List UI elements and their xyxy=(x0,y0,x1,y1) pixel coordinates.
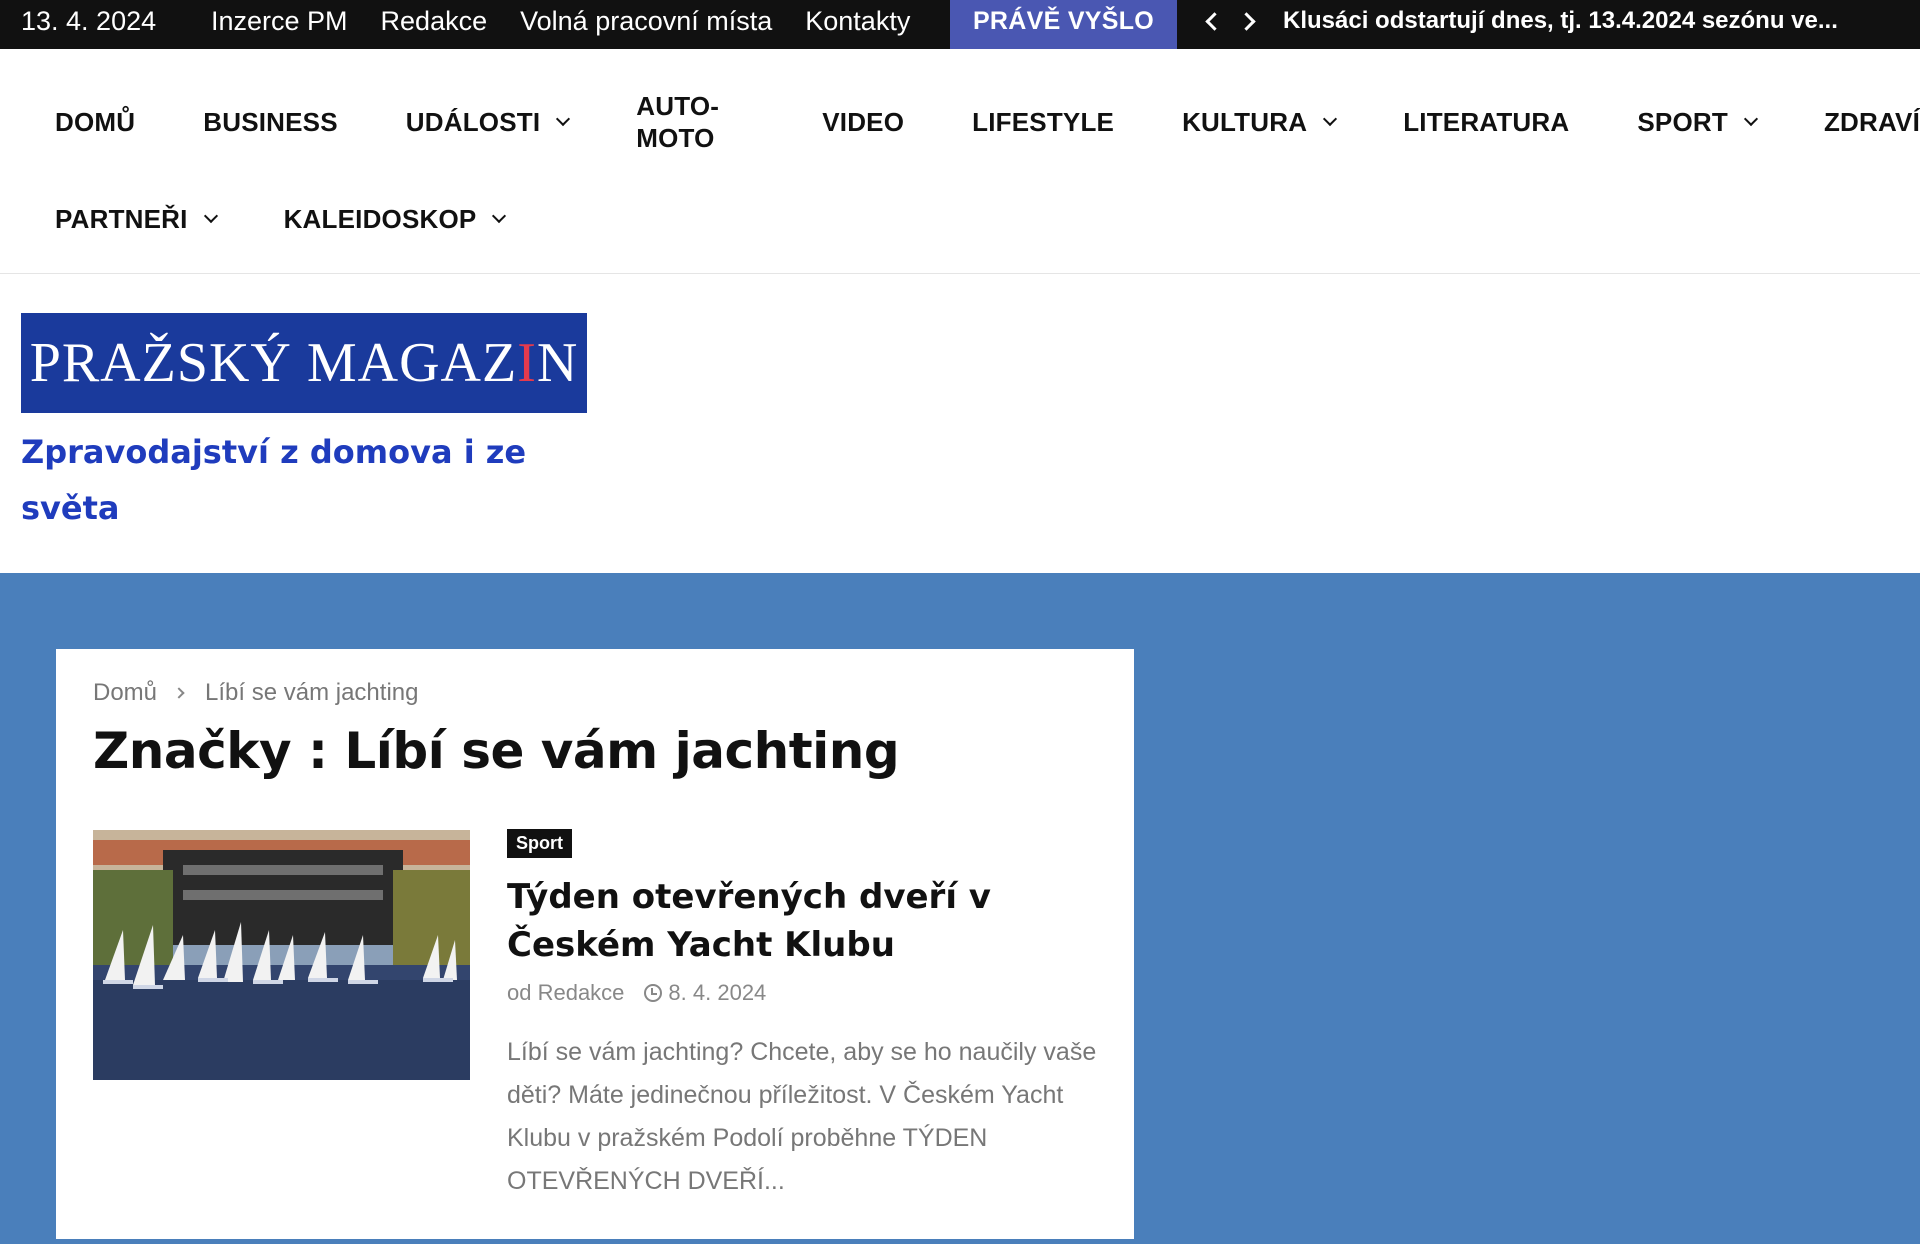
top-link-kontakty[interactable]: Kontakty xyxy=(805,6,911,36)
just-out-label: PRÁVĚ VYŠLO xyxy=(950,0,1177,49)
nav-item-kultura[interactable]: KULTURA xyxy=(1182,90,1335,154)
article-thumbnail[interactable] xyxy=(93,830,470,1080)
site-header xyxy=(0,274,1920,573)
article-excerpt: Líbí se vám jachting? Chcete, aby se ho naučily vaše děti? Máte jedinečnou příležitost. V Českém Yacht Klubu v pražském Podolí proběhne TÝDEN OTEVŘENÝCH DVEŘÍ... xyxy=(507,1038,1097,1195)
top-bar xyxy=(0,0,1920,49)
nav-item-literatura[interactable]: LITERATURA xyxy=(1403,107,1570,137)
article-date: 8. 4. 2024 xyxy=(668,980,767,1005)
nav-item-business[interactable]: BUSINESS xyxy=(203,107,338,137)
nav-item-lifestyle[interactable]: LIFESTYLE xyxy=(972,107,1115,137)
nav-item-udalosti[interactable]: UDÁLOSTI xyxy=(406,90,568,154)
article-title[interactable]: Týden otevřených dveří v Českém Yacht Klubu xyxy=(507,877,991,965)
chevron-down-icon xyxy=(1323,112,1337,126)
nav-item-kaleidoskop[interactable]: KALEIDOSKOP xyxy=(284,203,505,235)
chevron-down-icon xyxy=(1744,112,1758,126)
top-link-redakce[interactable]: Redakce xyxy=(380,6,488,36)
ticker-headline[interactable]: Klusáci odstartují dnes, tj. 13.4.2024 sezónu ve... xyxy=(1283,7,1838,34)
category-badge[interactable]: Sport xyxy=(507,829,572,858)
chevron-down-icon xyxy=(204,209,218,223)
nav-item-auto-moto[interactable]: AUTO-MOTO xyxy=(636,91,720,153)
nav-item-video[interactable]: VIDEO xyxy=(822,107,905,137)
site-tagline: Zpravodajství z domova i ze světa xyxy=(21,433,527,527)
nav-item-zdravi[interactable]: ZDRAVÍ xyxy=(1823,107,1920,137)
article-author[interactable]: od Redakce xyxy=(507,980,625,1005)
chevron-right-icon[interactable] xyxy=(1238,0,1260,42)
clock-icon xyxy=(644,984,662,1002)
nav-row-1 xyxy=(55,90,1920,154)
top-links xyxy=(211,0,910,42)
nav-item-sport[interactable]: SPORT xyxy=(1637,90,1756,154)
nav-item-domu[interactable]: DOMŮ xyxy=(55,107,136,137)
top-link-jobs[interactable]: Volná pracovní místa xyxy=(520,6,773,36)
nav-item-partneri[interactable]: PARTNEŘI xyxy=(55,203,216,235)
chevron-left-icon[interactable] xyxy=(1200,0,1222,42)
content-panel xyxy=(56,649,1134,1239)
main-nav xyxy=(0,49,1920,274)
chevron-down-icon xyxy=(492,209,506,223)
logo-text: PRAŽSKÝ MAGAZIN xyxy=(29,332,579,394)
ticker-nav xyxy=(1200,0,1260,42)
sailing-photo xyxy=(93,830,470,1080)
chevron-down-icon xyxy=(556,112,570,126)
breadcrumb xyxy=(93,679,418,707)
page-title: Značky : Líbí se vám jachting xyxy=(93,722,900,780)
current-date: 13. 4. 2024 xyxy=(21,6,157,36)
top-link-inzerce[interactable]: Inzerce PM xyxy=(211,6,348,36)
nav-row-2 xyxy=(55,203,504,235)
breadcrumb-home[interactable]: Domů xyxy=(93,679,158,706)
site-logo[interactable] xyxy=(21,313,587,413)
article-meta xyxy=(507,980,766,1006)
breadcrumb-current: Líbí se vám jachting xyxy=(205,679,419,706)
chevron-right-icon xyxy=(173,687,184,698)
